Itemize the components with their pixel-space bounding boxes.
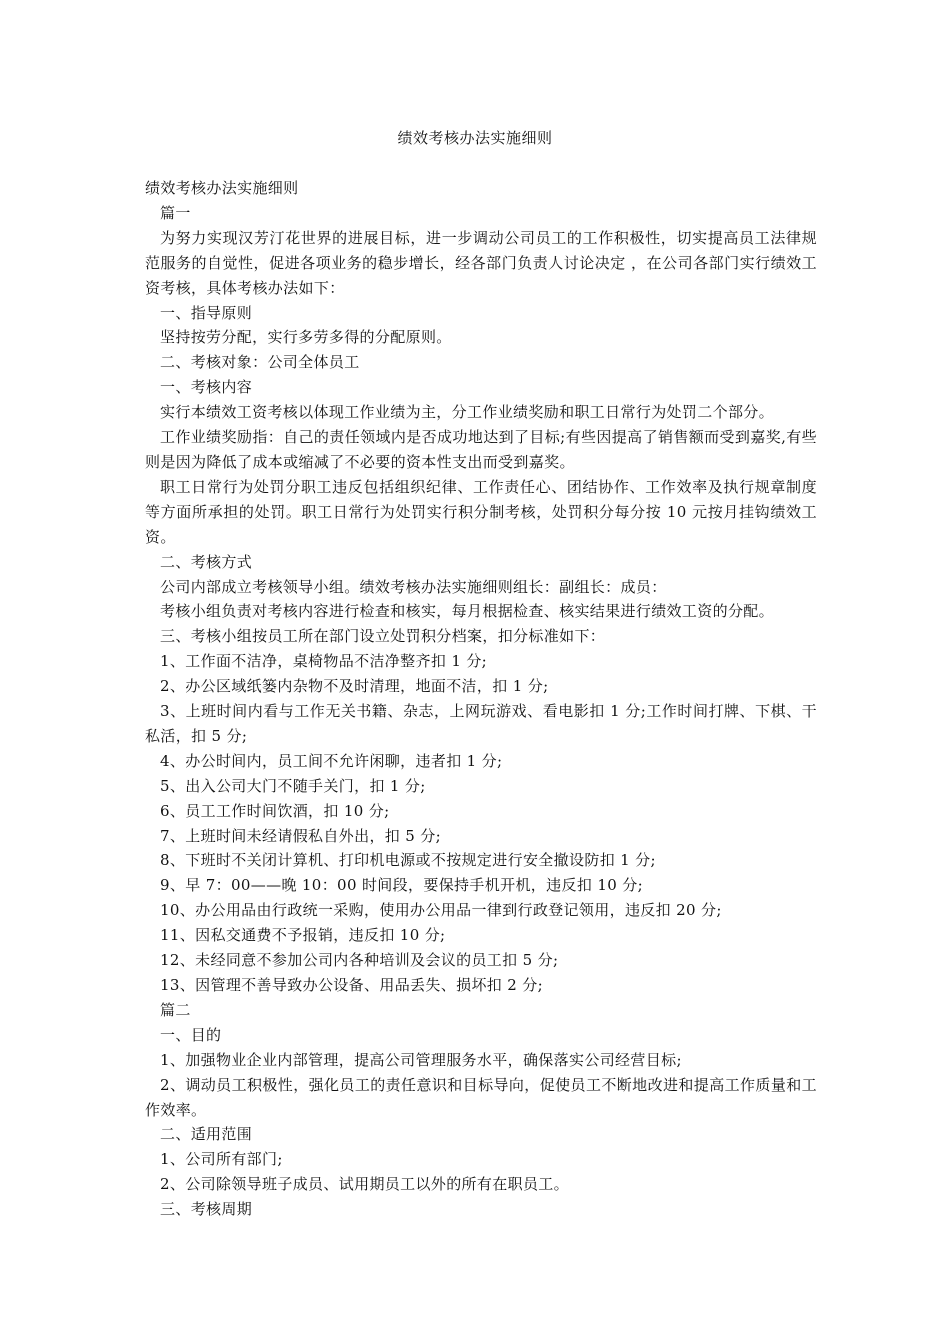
paragraph: 坚持按劳分配，实行多劳多得的分配原则。 — [160, 328, 452, 347]
paragraph: 篇一 — [160, 203, 191, 222]
document-title: 绩效考核办法实施细则 — [397, 129, 553, 147]
paragraph: 一、目的 — [160, 1025, 222, 1044]
paragraph: 二、适用范围 — [160, 1125, 253, 1144]
paragraph: 二、考核方式 — [160, 552, 253, 571]
paragraph: 1、公司所有部门; — [160, 1150, 283, 1169]
paragraph: 篇二 — [160, 1000, 191, 1019]
paragraph: 一、指导原则 — [160, 303, 253, 322]
paragraph: 绩效考核办法实施细则 — [145, 179, 299, 197]
paragraph: 工作业绩奖励指：自己的责任领域内是否成功地达到了目标;有些因提高了销售额而受到嘉奖,有些则是因为降低了成本或缩减了不必要的资本性支出而受到嘉奖。 — [145, 428, 817, 471]
paragraph: 9、早 7：00——晚 10：00 时间段，要保持手机开机，违反扣 10 分; — [160, 876, 643, 895]
paragraph: 6、员工工作时间饮酒，扣 10 分; — [160, 801, 390, 820]
paragraph: 三、考核周期 — [160, 1200, 253, 1219]
paragraph: 实行本绩效工资考核以体现工作业绩为主，分工作业绩奖励和职工日常行为处罚二个部分。 — [160, 403, 775, 422]
paragraph: 职工日常行为处罚分职工违反包括组织纪律、工作责任心、团结协作、工作效率及执行规章制度等方面所承担的处罚。职工日常行为处罚实行积分制考核，处罚积分每分按 10 元按月挂钩绩效工资。 — [145, 477, 817, 546]
paragraph: 2、公司除领导班子成员、试用期员工以外的所有在职员工。 — [160, 1175, 569, 1194]
paragraph: 一、考核内容 — [160, 378, 253, 397]
paragraph: 7、上班时间未经请假私自外出，扣 5 分; — [160, 826, 442, 845]
paragraph: 5、出入公司大门不随手关门，扣 1 分; — [160, 776, 426, 795]
paragraph: 1、工作面不洁净，桌椅物品不洁净整齐扣 1 分; — [160, 652, 488, 671]
paragraph: 4、办公时间内，员工间不允许闲聊，违者扣 1 分; — [160, 751, 503, 770]
paragraph: 1、加强物业企业内部管理，提高公司管理服务水平，确保落实公司经营目标; — [160, 1050, 682, 1069]
paragraph: 为努力实现汉芳汀花世界的进展目标，进一步调动公司员工的工作积极性，切实提高员工法律规范服务的自觉性，促进各项业务的稳步增长，经各部门负责人讨论决定 ，在公司各部门实行绩效工资考核，具体考核办法如下： — [145, 228, 817, 297]
paragraph: 考核小组负责对考核内容进行检查和核实，每月根据检查、核实结果进行绩效工资的分配。 — [160, 602, 775, 621]
paragraph: 8、下班时不关闭计算机、打印机电源或不按规定进行安全撤设防扣 1 分; — [160, 851, 656, 870]
paragraph: 2、办公区域纸篓内杂物不及时清理，地面不洁，扣 1 分; — [160, 677, 549, 696]
paragraph: 公司内部成立考核领导小组。绩效考核办法实施细则组长：副组长：成员： — [160, 577, 667, 596]
paragraph: 12、未经同意不参加公司内各种培训及会议的员工扣 5 分; — [160, 951, 559, 970]
paragraph: 二、考核对象：公司全体员工 — [160, 353, 360, 372]
paragraph: 11、因私交通费不予报销，违反扣 10 分; — [160, 926, 446, 945]
paragraph: 2、调动员工积极性，强化员工的责任意识和目标导向，促使员工不断地改进和提高工作质量和工作效率。 — [145, 1075, 817, 1119]
paragraph: 三、考核小组按员工所在部门设立处罚积分档案，扣分标准如下： — [160, 627, 606, 646]
paragraph: 3、上班时间内看与工作无关书籍、杂志，上网玩游戏、看电影扣 1 分;工作时间打牌、下棋、干私活，扣 5 分; — [145, 702, 817, 745]
paragraph: 10、办公用品由行政统一采购，使用办公用品一律到行政登记领用，违反扣 20 分; — [160, 901, 722, 920]
paragraph: 13、因管理不善导致办公设备、用品丢失、损坏扣 2 分; — [160, 976, 544, 994]
document-body — [145, 176, 817, 1222]
